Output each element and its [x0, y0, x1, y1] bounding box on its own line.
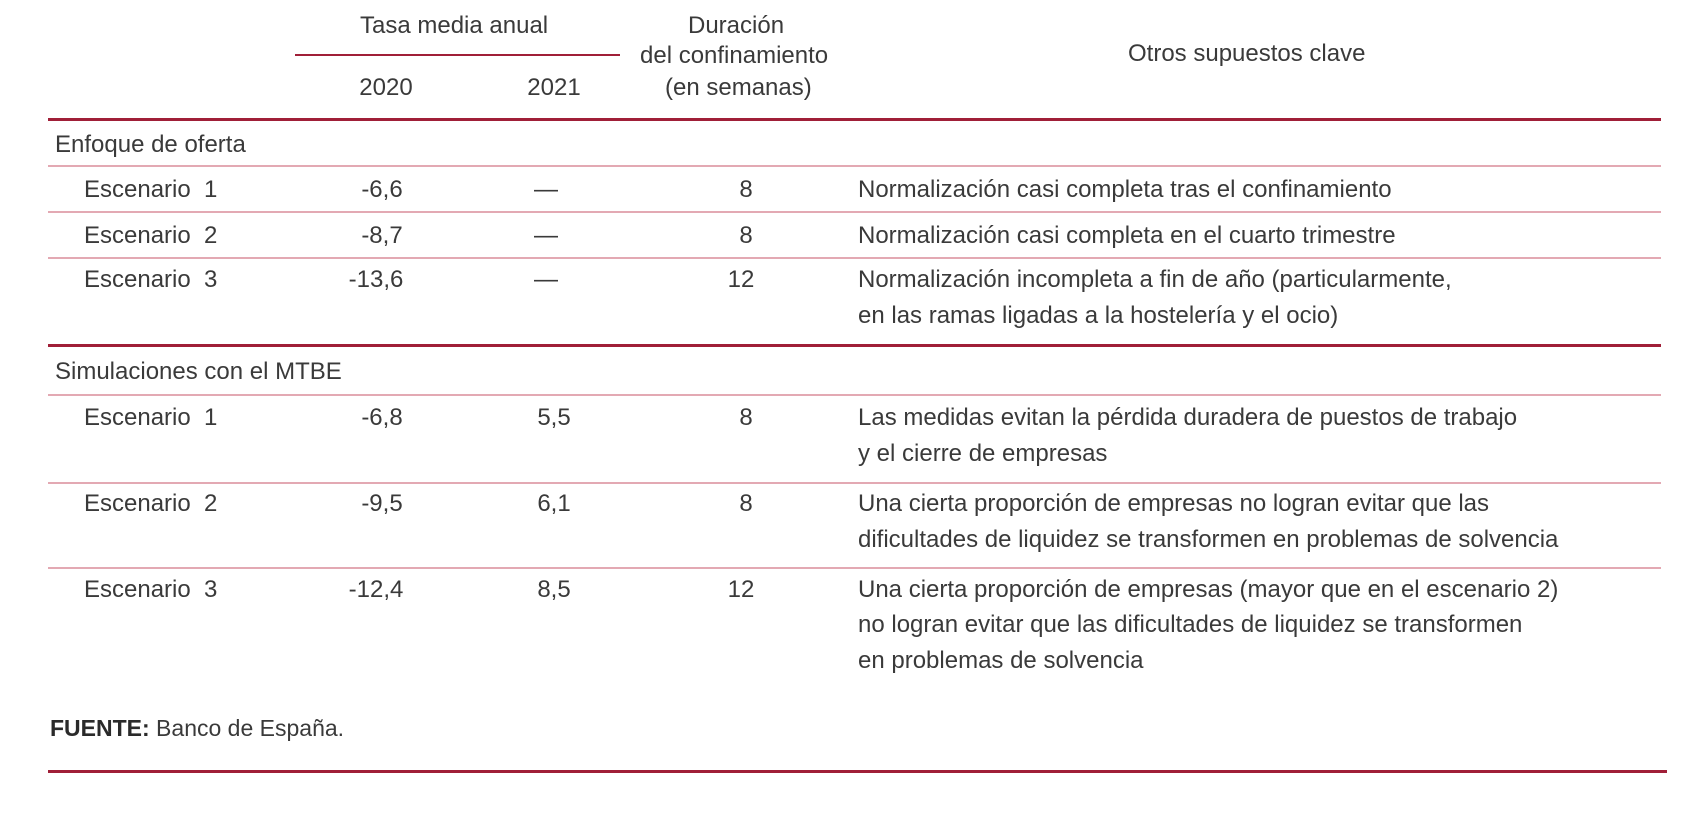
row-value-2021: 8,5	[537, 576, 571, 603]
header-other-assumptions: Otros supuestos clave	[1128, 40, 1366, 67]
row-divider	[48, 394, 1661, 396]
row-divider	[48, 257, 1661, 259]
row-value-2020: -6,8	[361, 404, 403, 431]
row-divider	[48, 567, 1661, 569]
row-label: Escenario 3	[84, 576, 218, 603]
row-value-2020: -8,7	[361, 222, 403, 249]
row-weeks: 8	[739, 404, 753, 431]
row-value-2021: —	[534, 266, 558, 293]
section-title-mtbe: Simulaciones con el MTBE	[55, 358, 342, 385]
row-desc-line: Una cierta proporción de empresas no logran evitar que las	[858, 490, 1490, 517]
section-divider	[48, 344, 1661, 347]
row-desc-line: en problemas de solvencia	[858, 647, 1144, 674]
source-note	[50, 715, 344, 742]
row-divider	[48, 211, 1661, 213]
row-label: Escenario 2	[84, 490, 218, 517]
row-weeks: 8	[739, 176, 753, 203]
row-value-2021: —	[534, 222, 558, 249]
row-value-2020: -13,6	[348, 266, 404, 293]
row-desc-line: dificultades de liquidez se transformen en problemas de solvencia	[858, 526, 1559, 553]
row-desc-line: Normalización casi completa tras el confinamiento	[858, 176, 1392, 203]
row-label: Escenario 1	[84, 404, 218, 431]
row-desc-line: no logran evitar que las dificultades de liquidez se transformen	[858, 611, 1523, 638]
row-desc-line: Las medidas evitan la pérdida duradera de puestos de trabajo	[858, 404, 1518, 431]
row-label: Escenario 3	[84, 266, 218, 293]
row-label: Escenario 1	[84, 176, 218, 203]
header-bottom-rule	[48, 118, 1661, 121]
row-desc-line: Una cierta proporción de empresas (mayor que en el escenario 2)	[858, 576, 1559, 603]
row-desc-line: Normalización casi completa en el cuarto trimestre	[858, 222, 1396, 249]
row-value-2020: -12,4	[348, 576, 404, 603]
row-value-2021: 5,5	[537, 404, 571, 431]
row-desc-line: y el cierre de empresas	[858, 440, 1108, 467]
row-weeks: 8	[739, 222, 753, 249]
header-duration-line-1: Duración	[688, 12, 785, 39]
header-group-rule	[295, 54, 620, 56]
row-divider	[48, 482, 1661, 484]
header-group-label: Tasa media anual	[360, 12, 549, 39]
footer-rule	[48, 770, 1667, 773]
header-col-2021: 2021	[527, 74, 581, 101]
row-value-2021: —	[534, 176, 558, 203]
row-weeks: 12	[727, 266, 755, 293]
row-value-2020: -6,6	[361, 176, 403, 203]
row-value-2021: 6,1	[537, 490, 571, 517]
header-col-2020: 2020	[359, 74, 413, 101]
source-label: FUENTE:	[50, 715, 150, 741]
section-title-supply: Enfoque de oferta	[55, 131, 246, 158]
row-label: Escenario 2	[84, 222, 218, 249]
header-duration-line-3: (en semanas)	[665, 74, 812, 101]
row-desc-line: en las ramas ligadas a la hostelería y el ocio)	[858, 302, 1339, 329]
row-value-2020: -9,5	[361, 490, 403, 517]
row-weeks: 12	[727, 576, 755, 603]
row-weeks: 8	[739, 490, 753, 517]
header-duration-line-2: del confinamiento	[640, 42, 829, 69]
row-divider	[48, 165, 1661, 167]
source-text: Banco de España.	[149, 715, 345, 741]
row-desc-line: Normalización incompleta a fin de año (particularmente,	[858, 266, 1452, 293]
